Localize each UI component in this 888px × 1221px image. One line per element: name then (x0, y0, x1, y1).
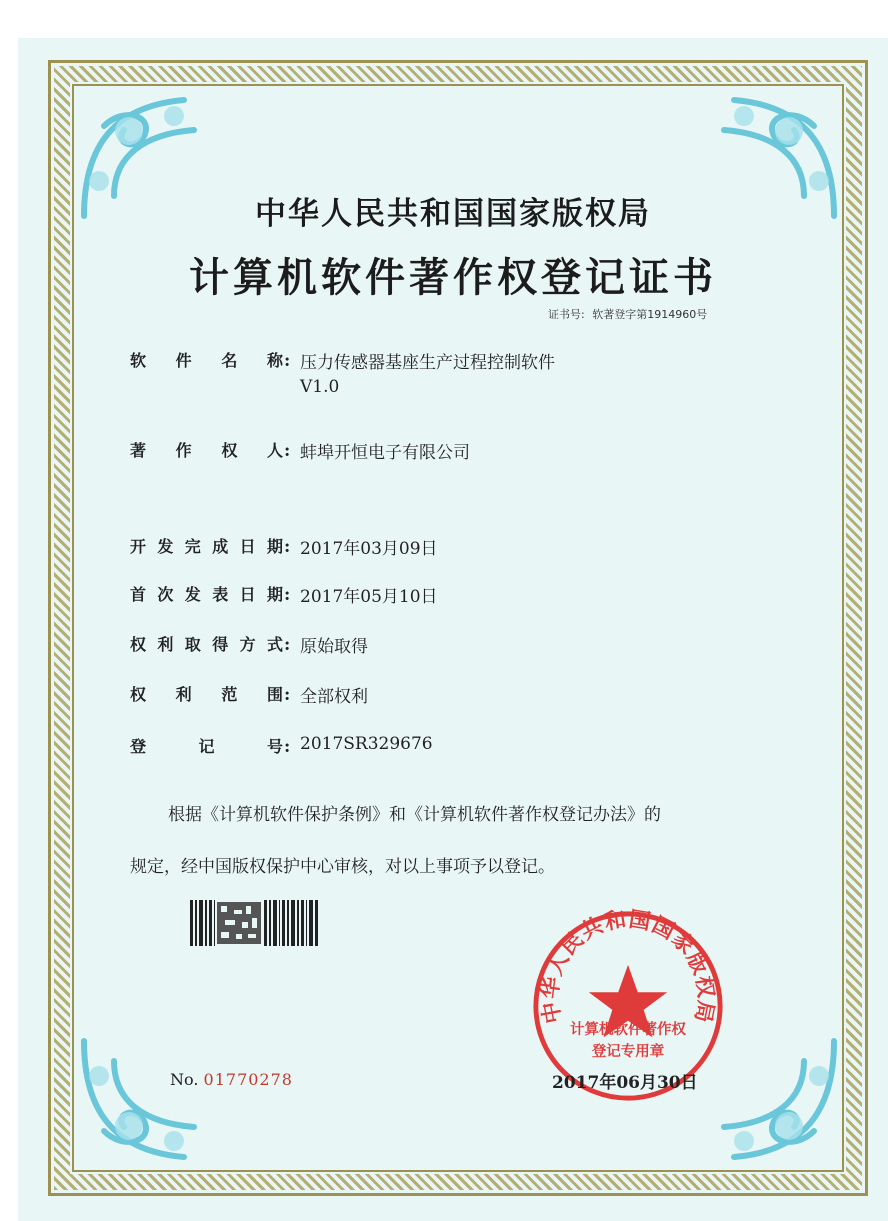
field-value: 2017SR329676 (300, 734, 433, 754)
issuing-authority: 中华人民共和国国家版权局 (255, 196, 651, 232)
field-label: 登记号 (130, 737, 284, 756)
seal-inner-line-2: 登记专用章 (591, 1044, 665, 1060)
serial-number-value: 01770278 (203, 1070, 293, 1089)
field-software-name: 软件名称: 压力传感器基座生产过程控制软件 V1.0 (130, 348, 555, 397)
field-development-date: 开发完成日期: 2017年03月09日 (130, 534, 438, 559)
certificate-number (548, 306, 711, 322)
field-label: 著作权人 (130, 441, 284, 460)
issue-date: 2017年06月30日 (552, 1073, 698, 1093)
certificate-title: 计算机软件著作权登记证书 (189, 255, 717, 301)
field-value: 原始取得 (300, 637, 368, 657)
field-label: 权利范围 (130, 685, 284, 704)
serial-number-label: No. (170, 1070, 199, 1089)
field-acquisition-method: 权利取得方式: 原始取得 (130, 632, 368, 657)
field-value: 2017年03月09日 (300, 539, 438, 559)
field-copyright-owner: 著作权人: 蚌埠开恒电子有限公司 (130, 438, 470, 463)
field-label: 开发完成日期 (130, 537, 284, 556)
serial-number (170, 1070, 293, 1089)
field-registration-number: 登记号: 2017SR329676 (130, 734, 433, 757)
field-value: 蚌埠开恒电子有限公司 (300, 443, 470, 463)
field-value: 2017年05月10日 (300, 587, 438, 607)
field-value-version: V1.0 (300, 377, 340, 397)
field-label: 首次发表日期 (130, 585, 284, 604)
certificate-number-label: 证书号: (548, 308, 585, 321)
certificate-number-value: 软著登字第1914960号 (592, 308, 708, 321)
barcode-image (190, 900, 318, 946)
seal-inner-line-1: 计算机软件著作权 (570, 1022, 686, 1038)
field-first-publish-date: 首次发表日期: 2017年05月10日 (130, 582, 438, 607)
statement-line-1: 根据《计算机软件保护条例》和《计算机软件著作权登记办法》的 (168, 805, 661, 825)
field-value: 全部权利 (300, 687, 368, 707)
field-value: 压力传感器基座生产过程控制软件 (300, 353, 555, 373)
corner-scroll-ornament-bottom-left (74, 1031, 224, 1171)
field-label: 软件名称 (130, 351, 284, 370)
field-rights-scope: 权利范围: 全部权利 (130, 682, 368, 707)
statement-line-2: 规定，经中国版权保护中心审核，对以上事项予以登记。 (130, 857, 555, 877)
certificate (18, 38, 888, 1221)
seal-ring-text: 中华人民共和国国家版权局 (537, 908, 719, 1026)
field-label: 权利取得方式 (130, 635, 284, 654)
